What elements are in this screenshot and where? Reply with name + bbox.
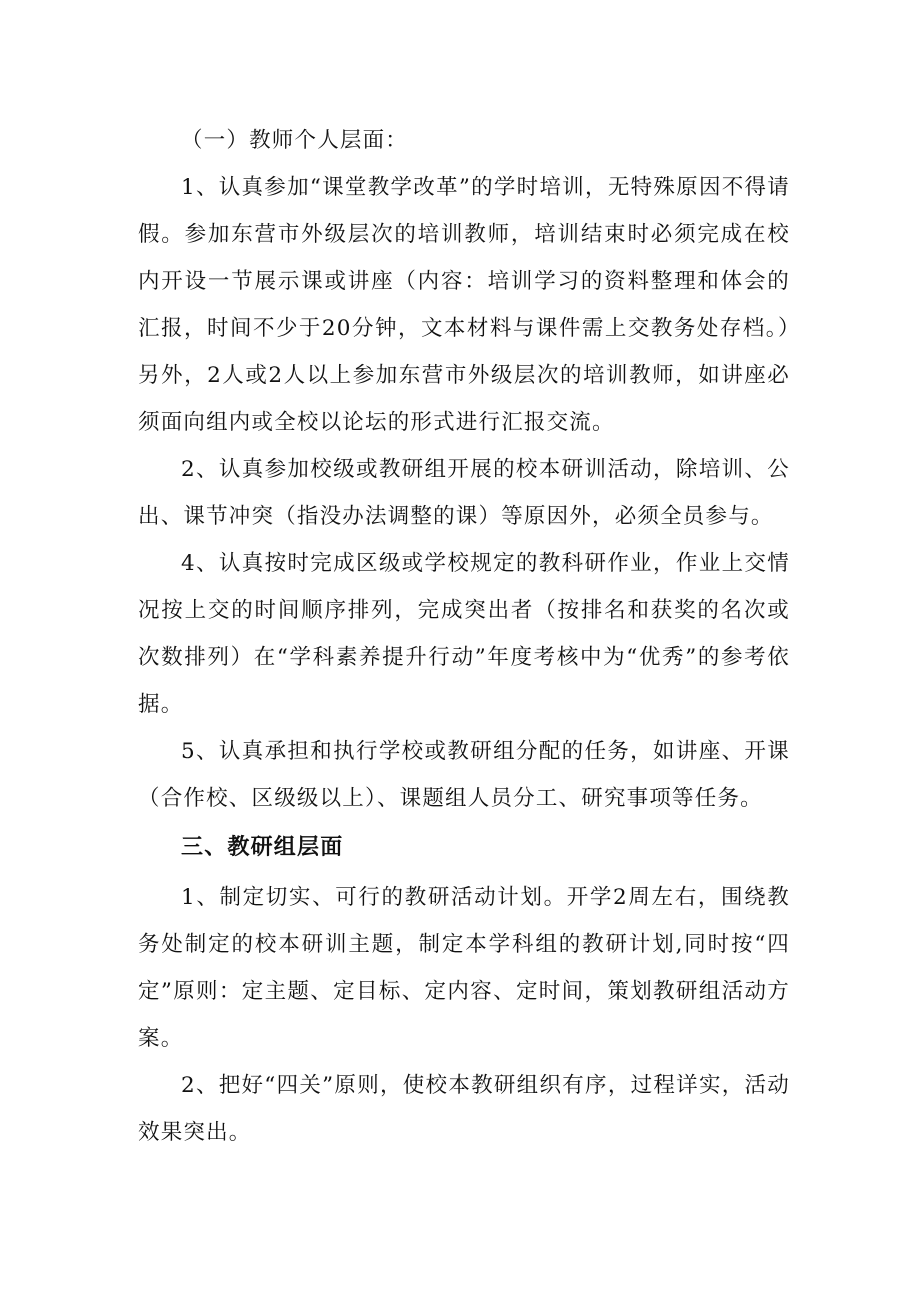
paragraph-item-2: 2、认真参加校级或教研组开展的校本研训活动，除培训、公出、课节冲突（指没办法调整的课）等原因外，必须全员参与。 — [138, 457, 790, 529]
document-body — [138, 117, 790, 1156]
paragraph-item-5: 5、认真承担和执行学校或教研组分配的任务，如讲座、开课（合作校、区级级以上）、课题组人员分工、研究事项等任务。 — [138, 739, 790, 811]
group-paragraph-item-1: 1、制定切实、可行的教研活动计划。开学2周左右，围绕教务处制定的校本研训主题，制定本学科组的教研计划,同时按“四定”原则：定主题、定目标、定内容、定时间，策划教研组活动方案。 — [138, 885, 790, 1051]
paragraph-item-1: 1、认真参加“课堂教学改革”的学时培训，无特殊原因不得请假。参加东营市外级层次的培训教师，培训结束时必须完成在校内开设一节展示课或讲座（内容：培训学习的资料整理和体会的汇报，时间不少于20分钟，文本材料与课件需上交教务处存档。）另外，2人或2人以上参加东营市外级层次的培训教师，如讲座必须面向组内或全校以论坛的形式进行汇报交流。 — [138, 175, 790, 435]
paragraph-item-4: 4、认真按时完成区级或学校规定的教科研作业，作业上交情况按上交的时间顺序排列，完成突出者（按排名和获奖的名次或次数排列）在“学科素养提升行动”年度考核中为“优秀”的参考依据。 — [138, 551, 790, 717]
section-heading-teaching-group: 三、教研组层面 — [181, 835, 344, 860]
group-paragraph-item-2: 2、把好“四关”原则，使校本教研组织有序，过程详实，活动效果突出。 — [138, 1073, 790, 1145]
teacher-level-subheading: （一）教师个人层面： — [181, 128, 409, 153]
